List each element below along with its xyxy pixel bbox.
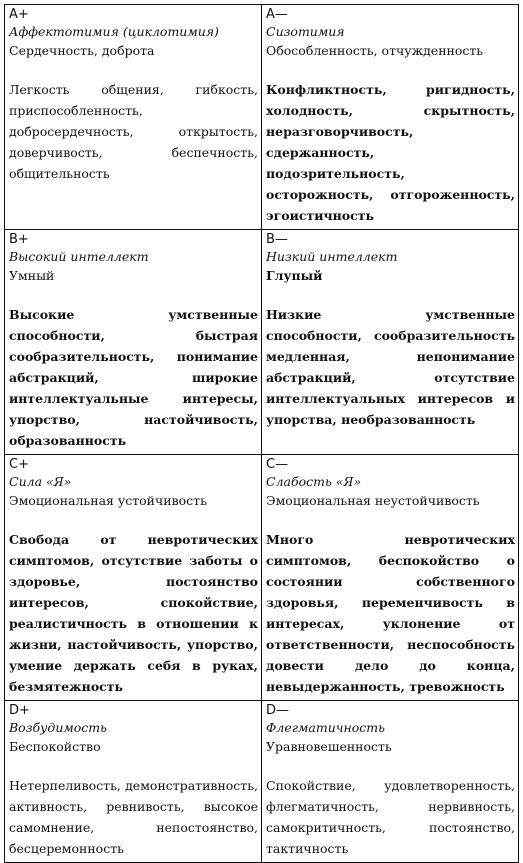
factor-cell-a-plus	[5, 5, 262, 230]
factor-description: Конфликтность, ригидность, холодность, скрытность, неразговорчивость, сдержанность, подозрительность, осторожность, отгороженность, эгоистичность	[266, 82, 515, 223]
factor-cell-d-minus	[262, 701, 519, 863]
factor-alt-name: Глупый	[266, 268, 323, 283]
factor-alt-name: Сердечность, доброта	[9, 43, 155, 58]
factor-cell-a-minus	[262, 5, 519, 230]
factor-code: D—	[266, 703, 290, 718]
factor-description: Низкие умственные способности, сообразительность медленная, непонимание абстракций, отсутствие интеллектуальных интересов и упорства, необразованность	[266, 307, 515, 427]
factor-name: Высокий интеллект	[9, 249, 149, 264]
factor-code: C+	[9, 457, 29, 472]
personality-factors-table	[4, 4, 519, 863]
table-row	[5, 5, 519, 230]
factor-name: Сизотимия	[266, 24, 345, 39]
factor-cell-b-minus	[262, 230, 519, 455]
factor-code: B+	[9, 232, 29, 247]
factor-name: Слабость «Я»	[266, 474, 362, 489]
factor-alt-name: Умный	[9, 268, 55, 283]
factor-cell-c-plus	[5, 455, 262, 701]
table-row	[5, 701, 519, 863]
factor-code: A—	[266, 7, 288, 22]
factor-cell-d-plus	[5, 701, 262, 863]
factor-cell-b-plus	[5, 230, 262, 455]
factor-name: Возбудимость	[9, 720, 107, 735]
factor-name: Флегматичность	[266, 720, 385, 735]
factor-name: Аффектотимия (циклотимия)	[9, 24, 219, 39]
factor-description: Свобода от невротических симптомов, отсутствие заботы о здоровье, постоянство интересов, спокойствие, реалистичность в отношении к жизни, настойчивость, упорство, умение держать себя в руках, безмятежность	[9, 532, 258, 694]
factor-description: Легкость общения, гибкость, приспособленность, добросердечность, открытость, доверчивость, беспечность, общительность	[9, 82, 258, 181]
factor-description: Много невротических симптомов, беспокойство о состоянии собственного здоровья, переменчивость в интересах, уклонение от ответственности, неспособность довести дело до конца, невыдержанность, тревожность	[266, 532, 515, 694]
factor-code: B—	[266, 232, 288, 247]
factor-description: Нетерпеливость, демонстративность, активность, ревнивость, высокое самомнение, непостоянство, бесцеремонность	[9, 778, 258, 856]
factor-alt-name: Эмоциональная неустойчивость	[266, 493, 480, 508]
factor-cell-c-minus	[262, 455, 519, 701]
factor-alt-name: Беспокойство	[9, 739, 101, 754]
table-row	[5, 455, 519, 701]
factor-alt-name: Обособленность, отчужденность	[266, 43, 484, 58]
factor-alt-name: Уравновешенность	[266, 739, 392, 754]
factor-alt-name: Эмоциональная устойчивость	[9, 493, 207, 508]
factor-name: Сила «Я»	[9, 474, 72, 489]
factor-description: Высокие умственные способности, быстрая сообразительность, понимание абстракций, широкие интеллектуальные интересы, упорство, настойчивость, образованность	[9, 307, 258, 448]
table-row	[5, 230, 519, 455]
factor-description: Спокойствие, удовлетворенность, флегматичность, нервивность, самокритичность, постоянство, тактичность	[266, 778, 515, 856]
factor-code: A+	[9, 7, 29, 22]
factor-name: Низкий интеллект	[266, 249, 398, 264]
factor-code: C—	[266, 457, 289, 472]
factor-code: D+	[9, 703, 30, 718]
